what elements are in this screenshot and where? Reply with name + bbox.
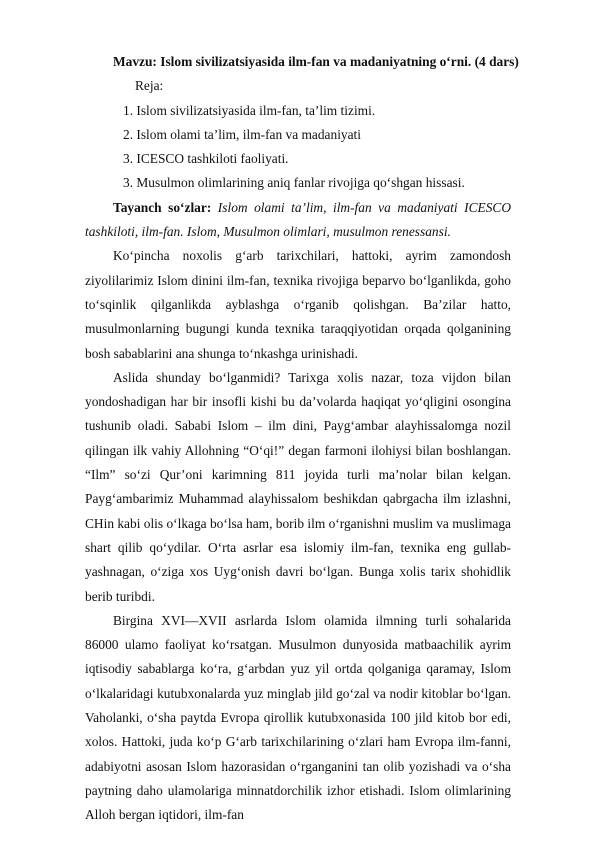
keywords-paragraph	[85, 196, 511, 245]
plan-item: 3. ICESCO tashkiloti faoliyati.	[123, 151, 289, 167]
plan-heading: Reja:	[135, 78, 164, 94]
body-paragraph: Ko‘pincha noxolis g‘arb tarixchilari, hattoki, ayrim zamondosh ziyolilarimiz Islom dinini ilm-fan, texnika rivojiga beparvo bo‘lganlikda, goho to‘sqinlik qilganlikda ayblashga o‘rganib qolishgan. Ba’zilar hatto, musulmonlarning bugungi kunda texnika taraqqiyotidan orqada qolganining bosh sabablarini ana shunga to‘nkashga urinishadi.	[85, 248, 511, 361]
plan-item: 3. Musulmon olimlarining aniq fanlar rivojiga qo‘shgan hissasi.	[123, 175, 465, 191]
body-paragraph: Aslida shunday bo‘lganmidi? Tarixga xolis nazar, toza vijdon bilan yondoshadigan har bir insofli kishi bu da’volarda haqiqat yo‘qligini osongina tushunib oladi. Sababi Islom – ilm dini, Payg‘ambar alayhissalomga nozil qilingan ilk vahiy Allohning “O‘qi!” degan farmoni ilohiysi bilan boshlangan. “Ilm” so‘zi Qur’oni karimning 811 joyida turli ma’nolar bilan kelgan. Payg‘ambarimiz Muhammad alayhissalom beshikdan qabrgacha ilm izlashni, CHin kabi olis o‘lkaga bo‘lsa ham, borib ilm o‘rganishni muslim va muslimaga shart qilib qo‘ydilar. O‘rta asrlar esa islomiy ilm-fan, texnika eng gullab-yashnagan, o‘ziga xos Uyg‘onish davri bo‘lgan. Bunga xolis tarix shohidlik berib turibdi.	[85, 369, 511, 604]
document-body	[85, 50, 519, 828]
plan-list	[85, 99, 511, 196]
document-title: Mavzu: Islom sivilizatsiyasida ilm-fan va madaniyatning o‘rni. (4 dars)	[113, 54, 519, 69]
keywords-text: Islom olami ta’lim, ilm-fan va madaniyati ICESCO tashkiloti, ilm-fan. Islom, Musulmon olimlari, musulmon renessansi.	[85, 199, 511, 240]
plan-item: 1. Islom sivilizatsiyasida ilm-fan, ta’lim tizimi.	[123, 102, 376, 118]
plan-item: 2. Islom olami ta’lim, ilm-fan va madaniyati	[123, 126, 361, 142]
keywords-label: Tayanch so‘zlar:	[113, 199, 212, 215]
body-paragraph: Birgina XVI—XVII asrlarda Islom olamida ilmning turli sohalarida 86000 ulamo faoliyat ko‘rsatgan. Musulmon dunyosida matbaachilik ayrim iqtisodiy sabablarga ko‘ra, g‘arbdan yuz yil ortda qolganiga qaramay, Islom o‘lkalaridagi kutubxonalarda yuz minglab jild go‘zal va nodir kitoblar bo‘lgan. Vaholanki, o‘sha paytda Evropa qirollik kutubxonasida 100 jild kitob bor edi, xolos. Hattoki, juda ko‘p G‘arb tarixchilarining o‘zlari ham Evropa ilm-fanni, adabiyotni asosan Islom hazorasidan o‘rganganini tan olib yozishadi va o‘sha paytning daho ulamolariga minnatdorchilik izhor etishadi. Islom olimlarining Alloh bergan iqtidori, ilm-fan	[85, 612, 511, 823]
